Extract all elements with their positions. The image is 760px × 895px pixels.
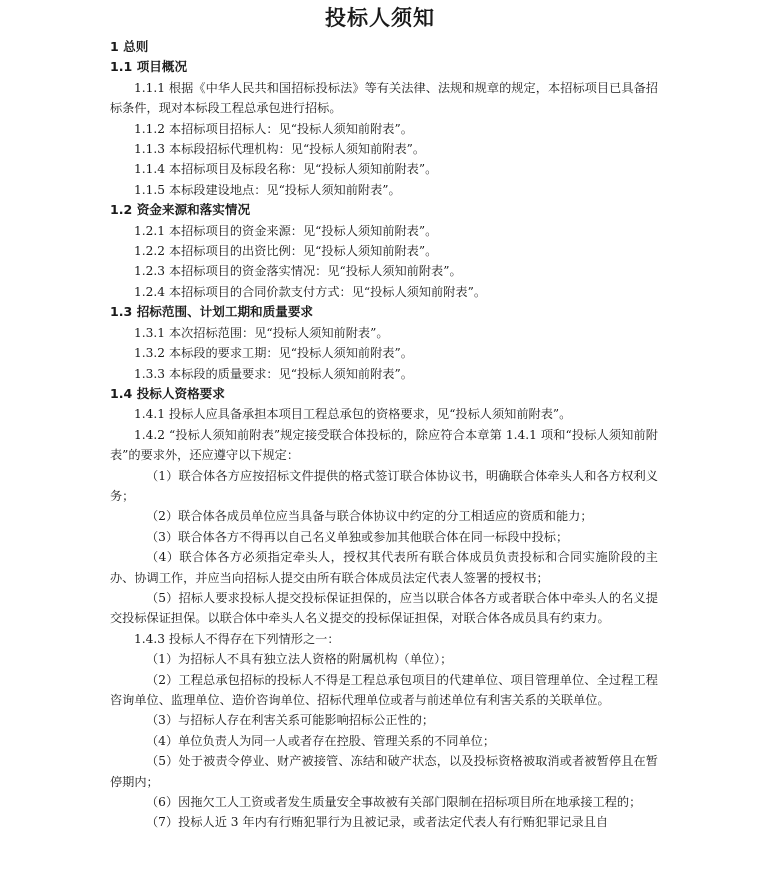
clause-paragraph: 1.1.5 本标段建设地点：见“投标人须知前附表”。 <box>134 182 401 197</box>
clause-paragraph: 1.2.3 本招标项目的资金落实情况：见“投标人须知前附表”。 <box>134 264 462 279</box>
list-item-paragraph: （1）为招标人不具有独立法人资格的附属机构（单位）； <box>146 652 453 667</box>
clause-paragraph: 1.3.1 本次招标范围：见“投标人须知前附表”。 <box>134 325 389 340</box>
list-item-paragraph: （7）投标人近 3 年内有行贿犯罪行为且被记录，或者法定代表人有行贿犯罪记录且自 <box>146 815 609 830</box>
clause-paragraph: 1.1.2 本招标项目招标人：见“投标人须知前附表”。 <box>134 121 413 136</box>
clause-paragraph: 1.4.2 “投标人须知前附表”规定接受联合体投标的，除应符合本章第 1.4.1 项和“投标人须知前附表”的要求外，还应遵守以下规定： <box>110 427 658 463</box>
list-item-paragraph: （4）单位负责人为同一人或者存在控股、管理关系的不同单位； <box>146 733 496 748</box>
list-item-paragraph: （1）联合体各方应按招标文件提供的格式签订联合体协议书，明确联合体牵头人和各方权利义务； <box>110 468 658 503</box>
subsection-heading: 1.1 项目概况 <box>110 59 188 75</box>
subsection-heading: 1.4 投标人资格要求 <box>110 385 225 401</box>
clause-paragraph: 1.3.3 本标段的质量要求：见“投标人须知前附表”。 <box>134 366 413 381</box>
clause-paragraph: 1.3.2 本标段的要求工期：见“投标人须知前附表”。 <box>134 346 413 361</box>
clause-paragraph: 1.2.1 本招标项目的资金来源：见“投标人须知前附表”。 <box>134 223 438 238</box>
clause-paragraph: 1.1.3 本标段招标代理机构：见“投标人须知前附表”。 <box>134 142 426 157</box>
section-heading: 1 总则 <box>110 39 149 54</box>
clause-paragraph: 1.4.3 投标人不得存在下列情形之一： <box>134 631 340 646</box>
clause-paragraph: 1.1.4 本招标项目及标段名称：见“投标人须知前附表”。 <box>134 162 438 177</box>
subsection-heading: 1.2 资金来源和落实情况 <box>110 202 251 218</box>
clause-paragraph: 1.1.1 根据《中华人民共和国招标投标法》等有关法律、法规和规章的规定，本招标项目已具备招标条件，现对本标段工程总承包进行招标。 <box>110 80 658 116</box>
subsection-heading: 1.3 招标范围、计划工期和质量要求 <box>110 304 314 320</box>
clause-paragraph: 1.4.1 投标人应具备承担本项目工程总承包的资格要求，见“投标人须知前附表”。 <box>134 407 572 422</box>
list-item-paragraph: （6）因拖欠工人工资或者发生质量安全事故被有关部门限制在招标项目所在地承接工程的； <box>146 795 642 810</box>
list-item-paragraph: （5）处于被责令停业、财产被接管、冻结和破产状态，以及投标资格被取消或者被暂停且在暂停期内； <box>110 754 658 789</box>
clause-paragraph: 1.2.4 本招标项目的合同价款支付方式：见“投标人须知前附表”。 <box>134 284 487 299</box>
document-body <box>110 37 658 833</box>
list-item-paragraph: （3）联合体各方不得再以自己名义单独或参加其他联合体在同一标段中投标； <box>146 529 569 544</box>
document-title: 投标人须知 <box>325 6 435 30</box>
list-item-paragraph: （5）招标人要求投标人提交投标保证担保的，应当以联合体各方或者联合体中牵头人的名义提交投标保证担保。以联合体中牵头人名义提交的投标保证担保，对联合体各成员具有约束力。 <box>110 590 658 626</box>
clause-paragraph: 1.2.2 本招标项目的出资比例：见“投标人须知前附表”。 <box>134 244 438 259</box>
list-item-paragraph: （2）工程总承包招标的投标人不得是工程总承包项目的代建单位、项目管理单位、全过程工程咨询单位、监理单位、造价咨询单位、招标代理单位或者与前述单位有利害关系的关联单位。 <box>110 672 658 707</box>
list-item-paragraph: （2）联合体各成员单位应当具备与联合体协议中约定的分工相适应的资质和能力； <box>146 509 593 524</box>
list-item-paragraph: （4）联合体各方必须指定牵头人，授权其代表所有联合体成员负责投标和合同实施阶段的主办、协调工作，并应当向招标人提交由所有联合体成员法定代表人签署的授权书； <box>110 550 658 585</box>
list-item-paragraph: （3）与招标人存在利害关系可能影响招标公正性的； <box>146 713 435 728</box>
